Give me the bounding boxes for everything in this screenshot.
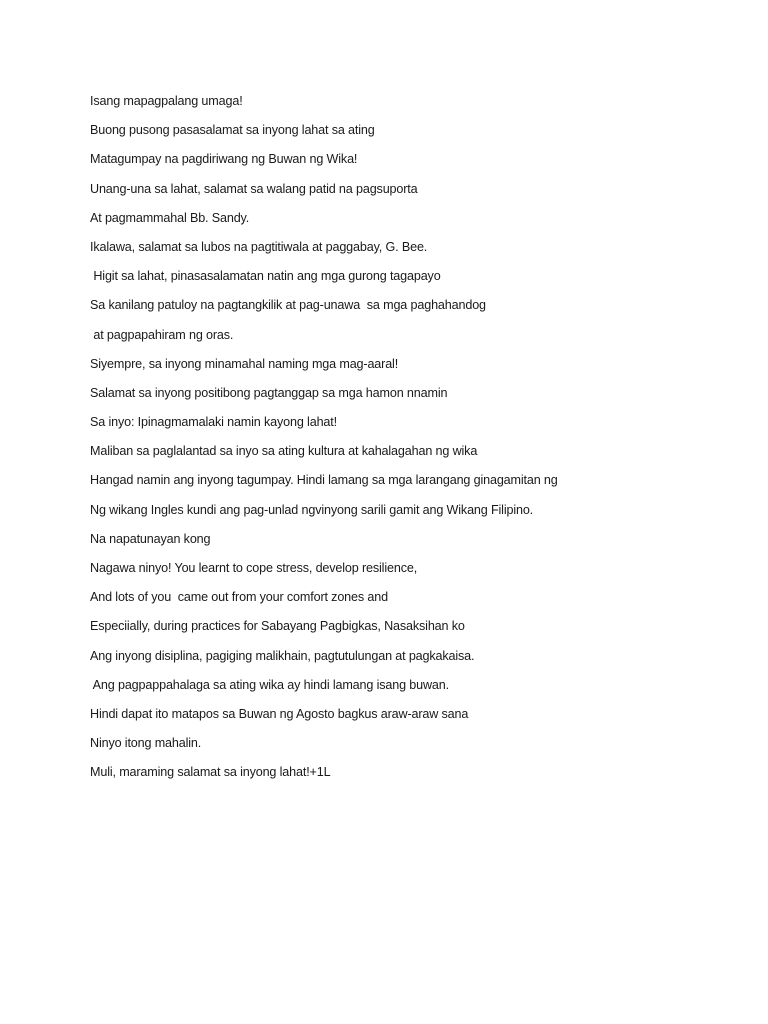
text-line: Hindi dapat ito matapos sa Buwan ng Agosto bagkus araw-araw sana [90, 706, 469, 721]
text-line: Ang pagpappahalaga sa ating wika ay hindi lamang isang buwan. [90, 677, 449, 692]
text-line: Na napatunayan kong [90, 531, 211, 546]
text-line: Siyempre, sa inyong minamahal naming mga mag-aaral! [90, 356, 399, 371]
text-line: Buong pusong pasasalamat sa inyong lahat sa ating [90, 123, 375, 138]
text-line: Unang-una sa lahat, salamat sa walang patid na pagsuporta [90, 181, 418, 196]
text-line: Ng wikang Ingles kundi ang pag-unlad ngvinyong sarili gamit ang Wikang Filipino. [90, 502, 534, 517]
text-line: Ikalawa, salamat sa lubos na pagtitiwala at paggabay, G. Bee. [90, 239, 428, 254]
text-line: Nagawa ninyo! You learnt to cope stress, develop resilience, [90, 561, 418, 575]
text-line: Hangad namin ang inyong tagumpay. Hindi lamang sa mga larangang ginagamitan ng [90, 473, 558, 488]
text-line: Muli, maraming salamat sa inyong lahat!+1L [90, 765, 331, 780]
text-line: Salamat sa inyong positibong pagtanggap sa mga hamon nnamin [90, 385, 448, 400]
text-line: Sa kanilang patuloy na pagtangkilik at pag-unawa sa mga paghahandog [90, 298, 486, 313]
document-body [90, 92, 750, 793]
text-line: Isang mapagpalang umaga! [90, 94, 243, 108]
text-line: Matagumpay na pagdiriwang ng Buwan ng Wika! [90, 152, 358, 167]
text-line: Higit sa lahat, pinasasalamatan natin ang mga gurong tagapayo [90, 269, 441, 284]
text-line: Ninyo itong mahalin. [90, 736, 202, 751]
text-line: Sa inyo: Ipinagmamalaki namin kayong lahat! [90, 415, 337, 430]
text-line: Maliban sa paglalantad sa inyo sa ating kultura at kahalagahan ng wika [90, 444, 478, 459]
text-line: Ang inyong disiplina, pagiging malikhain, pagtutulungan at pagkakaisa. [90, 648, 475, 663]
text-line: Especiially, during practices for Sabayang Pagbigkas, Nasaksihan ko [90, 619, 465, 634]
text-line: And lots of you came out from your comfort zones and [90, 590, 388, 605]
text-line: at pagpapahiram ng oras. [90, 327, 234, 342]
text-line: At pagmammahal Bb. Sandy. [90, 210, 250, 225]
